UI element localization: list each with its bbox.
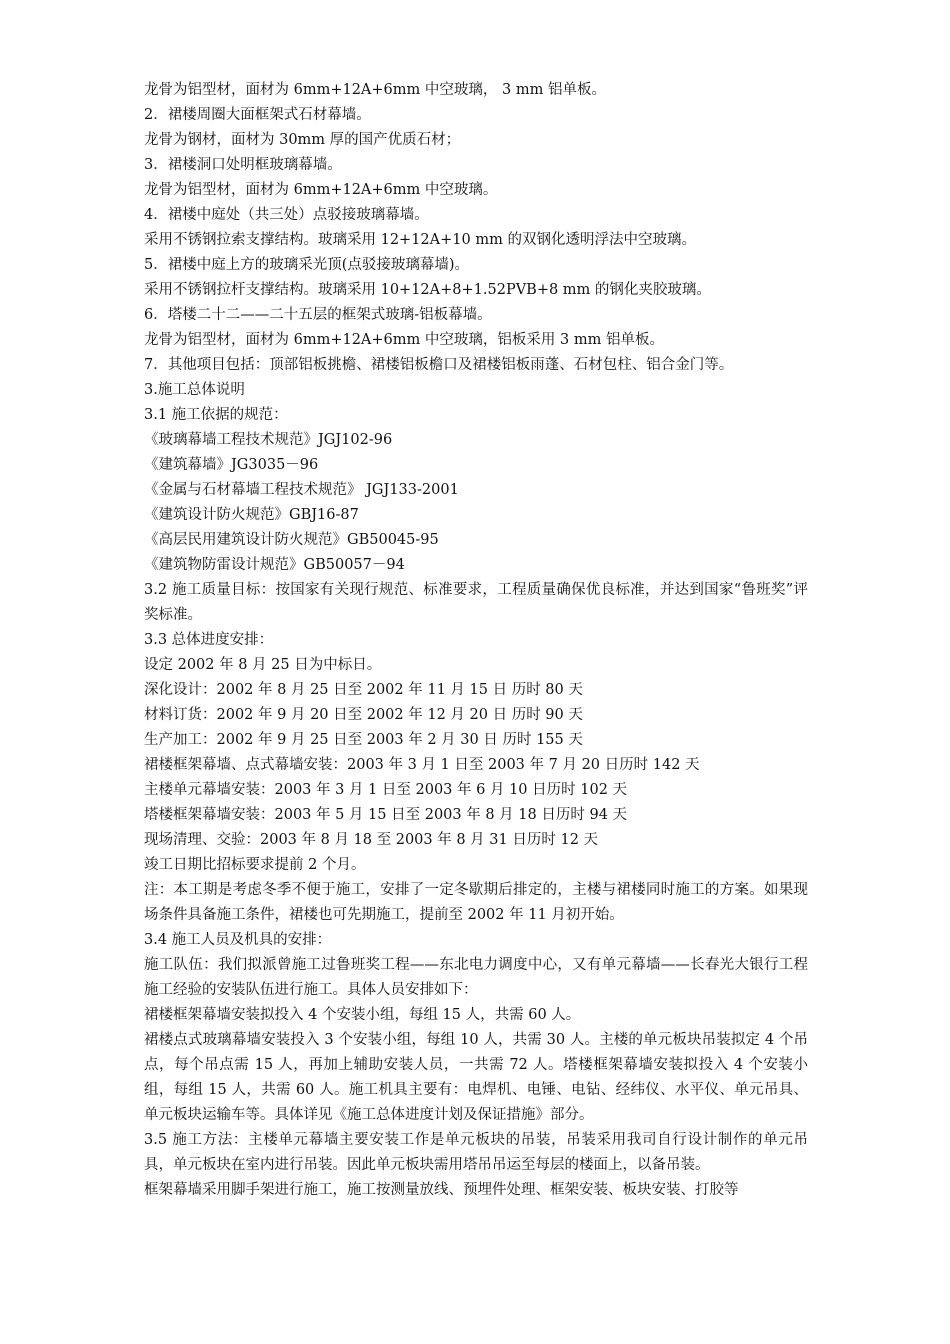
quality-goal-paragraph: 3.2 施工质量目标：按国家有关现行规范、标准要求，工程质量确保优良标准，并达到国家“鲁班奖”评奖标准。 <box>144 582 808 623</box>
text-line: 龙骨为铝型材，面材为 6mm+12A+6mm 中空玻璃， 3 mm 铝单板。 <box>144 82 606 98</box>
standard-reference: 《建筑设计防火规范》GBJ16-87 <box>144 507 359 523</box>
construction-method-paragraph: 3.5 施工方法：主楼单元幕墙主要安装工作是单元板块的吊装，吊装采用我司自行设计制作的单元吊具，单元板块在室内进行吊装。因此单元板块需用塔吊吊运至每层的楼面上，以备吊装。 <box>144 1132 808 1173</box>
schedule-line: 材料订货：2002 年 9 月 20 日至 2002 年 12 月 20 日 历时 90 天 <box>144 707 583 723</box>
schedule-line: 深化设计：2002 年 8 月 25 日至 2002 年 11 月 15 日 历时 80 天 <box>144 682 583 698</box>
schedule-line: 主楼单元幕墙安装：2003 年 3 月 1 日至 2003 年 6 月 10 日历时 102 天 <box>144 782 628 798</box>
text-line: 采用不锈钢拉杆支撑结构。玻璃采用 10+12A+8+1.52PVB+8 mm 的钢化夹胶玻璃。 <box>144 282 711 298</box>
schedule-line: 生产加工：2002 年 9 月 25 日至 2003 年 2 月 30 日 历时 155 天 <box>144 732 583 748</box>
section-item-2: 2．裙楼周圈大面框架式石材幕墙。 <box>144 107 371 123</box>
subsection-heading: 3.3 总体进度安排： <box>144 632 274 648</box>
text-line: 框架幕墙采用脚手架进行施工，施工按测量放线、预埋件处理、框架安装、板块安装、打胶等 <box>144 1182 739 1198</box>
section-item-7: 7．其他项目包括：顶部铝板挑檐、裙楼铝板檐口及裙楼铝板雨蓬、石材包柱、铝合金门等。 <box>144 357 734 373</box>
text-line: 裙楼框架幕墙安装拟投入 4 个安装小组，每组 15 人，共需 60 人。 <box>144 1007 581 1023</box>
schedule-line: 竣工日期比招标要求提前 2 个月。 <box>144 857 366 873</box>
team-paragraph: 施工队伍：我们拟派曾施工过鲁班奖工程——东北电力调度中心，又有单元幕墙——长春光大银行工程施工经验的安装队伍进行施工。具体人员安排如下： <box>144 957 808 998</box>
schedule-line: 裙楼框架幕墙、点式幕墙安装：2003 年 3 月 1 日至 2003 年 7 月 20 日历时 142 天 <box>144 757 700 773</box>
text-line: 龙骨为铝型材，面材为 6mm+12A+6mm 中空玻璃，铝板采用 3 mm 铝单板。 <box>144 332 664 348</box>
standard-reference: 《玻璃幕墙工程技术规范》JGJ102-96 <box>144 432 393 448</box>
section-item-5: 5．裙楼中庭上方的玻璃采光顶(点驳接玻璃幕墙)。 <box>144 257 470 273</box>
text-line: 采用不锈钢拉索支撑结构。玻璃采用 12+12A+10 mm 的双钢化透明浮法中空玻璃。 <box>144 232 696 248</box>
subsection-heading: 3.1 施工依据的规范： <box>144 407 288 423</box>
schedule-line: 塔楼框架幕墙安装：2003 年 5 月 15 日至 2003 年 8 月 18 日历时 94 天 <box>144 807 628 823</box>
section-item-6: 6．塔楼二十二——二十五层的框架式玻璃-铝板幕墙。 <box>144 307 492 323</box>
standard-reference: 《建筑物防雷设计规范》GB50057－94 <box>144 557 405 573</box>
document-body <box>144 78 808 1203</box>
schedule-note-paragraph: 注：本工期是考虑冬季不便于施工，安排了一定冬歇期后排定的，主楼与裙楼同时施工的方案。如果现场条件具备施工条件，裙楼也可先期施工，提前至 2002 年 11 月初开始。 <box>144 882 808 923</box>
section-item-4: 4．裙楼中庭处（共三处）点驳接玻璃幕墙。 <box>144 207 429 223</box>
section-heading: 3.施工总体说明 <box>144 382 245 398</box>
standard-reference: 《建筑幕墙》JG3035－96 <box>144 457 319 473</box>
text-line: 龙骨为铝型材，面材为 6mm+12A+6mm 中空玻璃。 <box>144 182 498 198</box>
standard-reference: 《高层民用建筑设计防火规范》GB50045-95 <box>144 532 439 548</box>
schedule-line: 现场清理、交验：2003 年 8 月 18 至 2003 年 8 月 31 日历时 12 天 <box>144 832 599 848</box>
standard-reference: 《金属与石材幕墙工程技术规范》 JGJ133-2001 <box>144 482 459 498</box>
text-line: 龙骨为钢材，面材为 30mm 厚的国产优质石材； <box>144 132 461 148</box>
schedule-line: 设定 2002 年 8 月 25 日为中标日。 <box>144 657 382 673</box>
section-item-3: 3．裙楼洞口处明框玻璃幕墙。 <box>144 157 342 173</box>
staffing-paragraph: 裙楼点式玻璃幕墙安装投入 3 个安装小组，每组 10 人，共需 30 人。主楼的单元板块吊装拟定 4 个吊点，每个吊点需 15 人，再加上辅助安装人员，一共需 72 人。塔楼框架幕墙安装拟投入 4 个安装小组，每组 15 人，共需 60 人。施工机具主要有：电焊机、电锤、电钻、经纬仪、水平仪、单元吊具、单元板块运输车等。具体详见《施工总体进度计划及保证措施》部分。 <box>144 1032 808 1123</box>
subsection-heading: 3.4 施工人员及机具的安排： <box>144 932 332 948</box>
